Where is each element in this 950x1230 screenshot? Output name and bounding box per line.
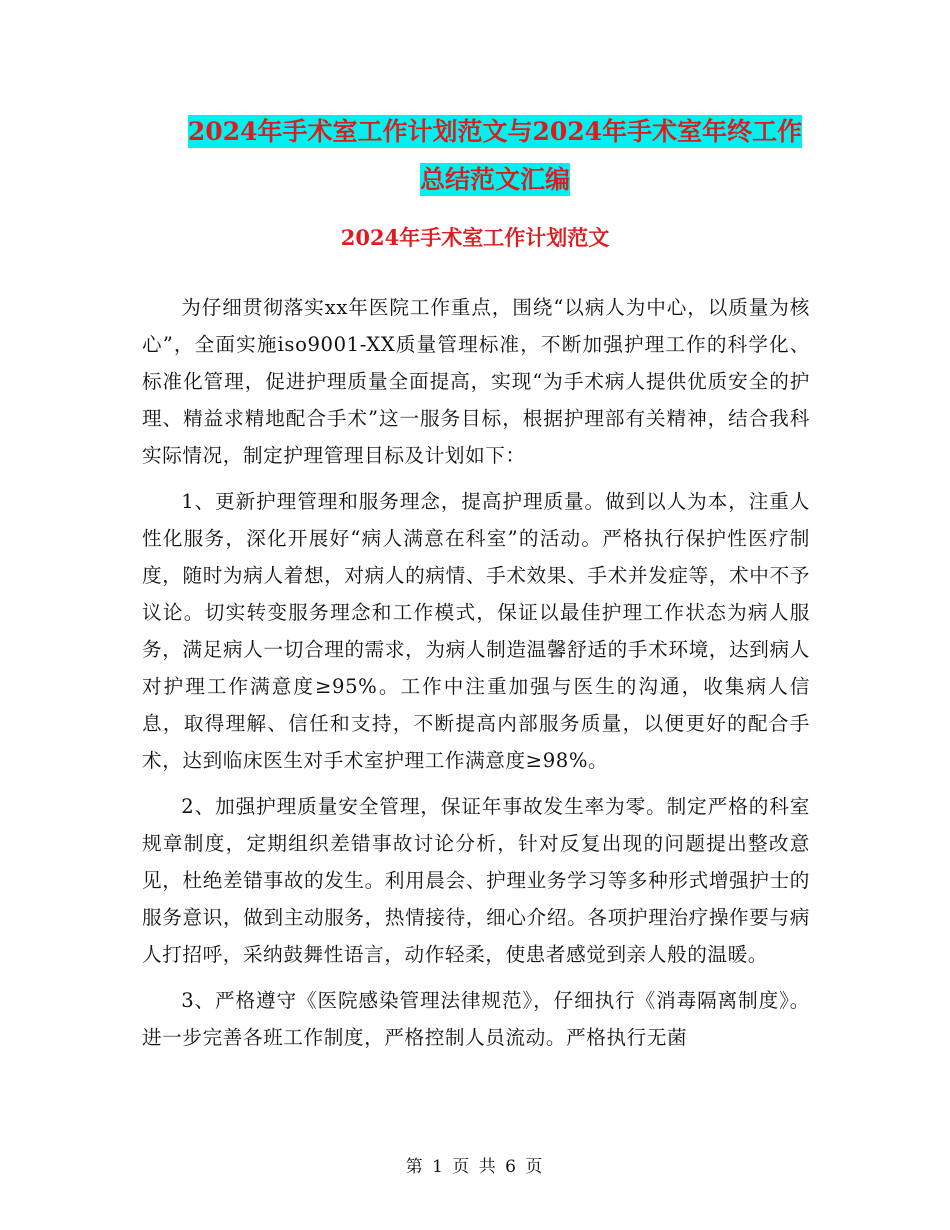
paragraph-item-2: 2、加强护理质量安全管理，保证年事故发生率为零。制定严格的科室规章制度，定期组织差错事故讨论分析，针对反复出现的问题提出整改意见，杜绝差错事故的发生。利用晨会、护理业务学习等多种形式增强护士的服务意识，做到主动服务，热情接待，细心介绍。各项护理治疗操作要与病人打招呼，采纳鼓舞性语言，动作轻柔，使患者感觉到亲人般的温暖。: [142, 795, 810, 966]
document-body: [142, 289, 810, 1065]
page-footer: 第 1 页 共 6 页: [405, 1157, 545, 1177]
section-heading: 2024年手术室工作计划范文: [340, 225, 610, 250]
paragraph-item-3: 3、严格遵守《医院感染管理法律规范》，仔细执行《消毒隔离制度》。进一步完善各班工作制度，严格控制人员流动。严格执行无菌: [142, 989, 810, 1049]
document-title: [140, 108, 850, 204]
paragraph-item-1: 1、更新护理管理和服务理念，提高护理质量。做到以人为本，注重人性化服务，深化开展好“病人满意在科室”的活动。严格执行保护性医疗制度，随时为病人着想，对病人的病情、手术效果、手术并发症等，术中不予议论。切实转变服务理念和工作模式，保证以最佳护理工作状态为病人服务，满足病人一切合理的需求，为病人制造温馨舒适的手术环境，达到病人对护理工作满意度≥95%。工作中注重加强与医生的沟通，收集病人信息，取得理解、信任和支持，不断提高内部服务质量，以便更好的配合手术，达到临床医生对手术室护理工作满意度≥98%。: [142, 490, 810, 772]
title-line-2: 总结范文汇编: [419, 165, 570, 194]
paragraph-intro: 为仔细贯彻落实xx年医院工作重点，围绕“以病人为中心，以质量为核心”，全面实施iso9001-XX质量管理标准，不断加强护理工作的科学化、标准化管理，促进护理质量全面提高，实现“为手术病人提供优质安全的护理、精益求精地配合手术”这一服务目标，根据护理部有关精神，结合我科实际情况，制定护理管理目标及计划如下：: [142, 296, 810, 467]
title-line-1: 2024年手术室工作计划范文与2024年手术室年终工作: [187, 117, 803, 146]
